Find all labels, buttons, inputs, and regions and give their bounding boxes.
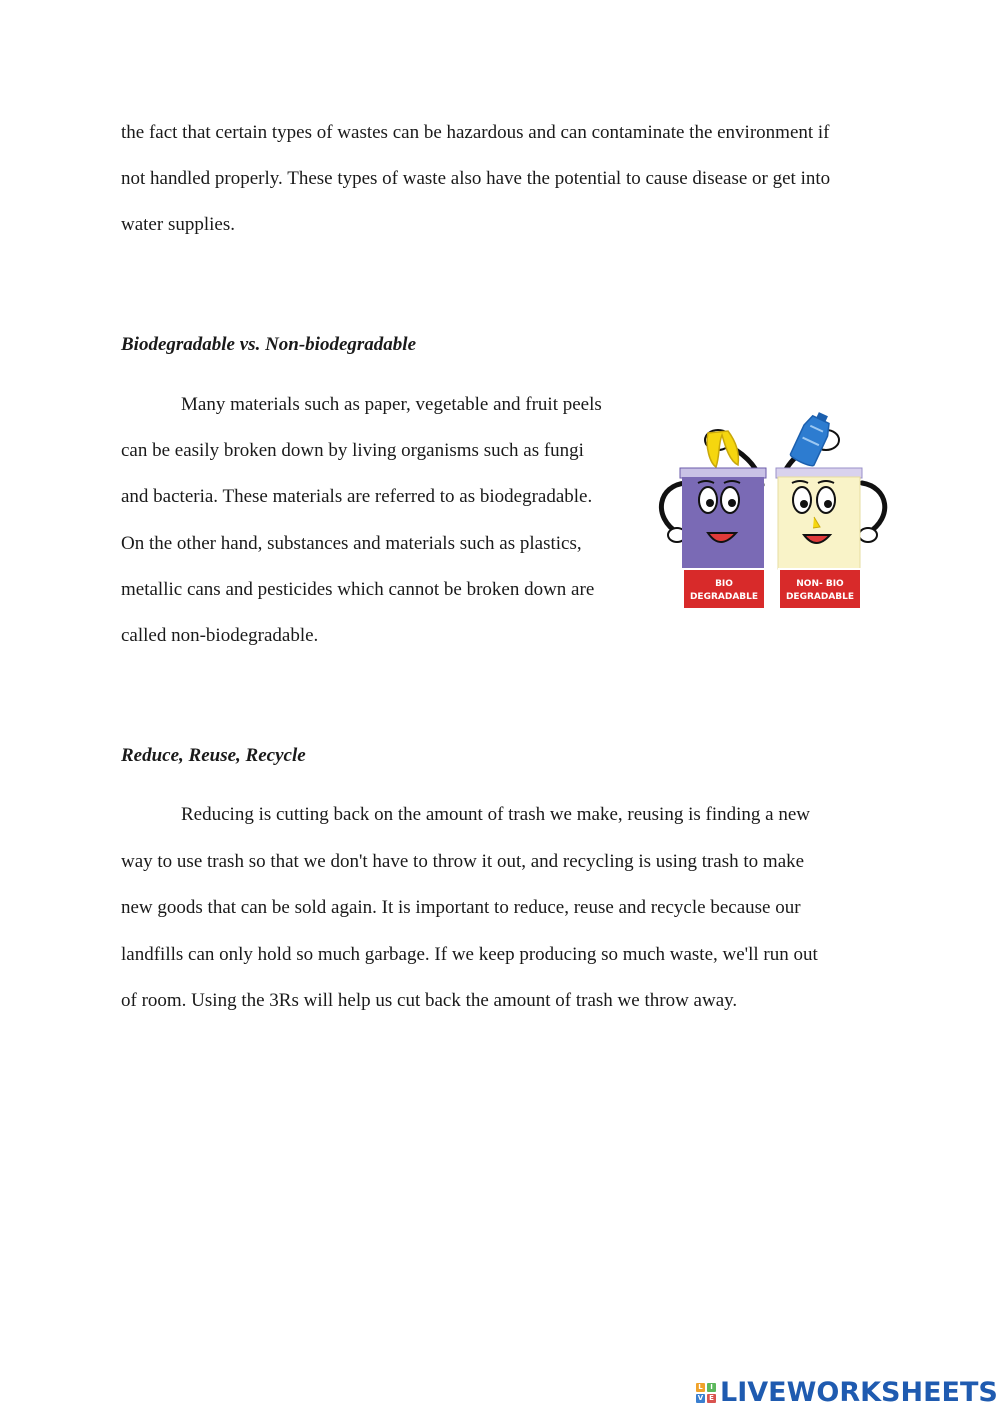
non-bio-bin-right-hand: [859, 528, 877, 542]
bio-line-4: On the other hand, substances and materials such as plastics,: [121, 533, 582, 554]
non-bio-bin-label-line-2: DEGRADABLE: [785, 592, 855, 602]
logo-tile-e: E: [707, 1394, 716, 1403]
rrr-line-3: new goods that can be sold again. It is important to reduce, reuse and recycle because our: [121, 897, 801, 918]
intro-line-2: not handled properly. These types of waste also have the potential to cause disease or get into: [121, 168, 831, 189]
non-bio-bin-label-line-1: NON- BIO: [796, 579, 844, 589]
logo-tiles-icon: [696, 1383, 716, 1403]
non-bio-bin-left-eye: [793, 487, 811, 513]
rrr-line-4: landfills can only hold so much garbage. If we keep producing so much waste, we'll run out: [121, 944, 818, 965]
bio-line-5: metallic cans and pesticides which cannot be broken down are: [121, 579, 595, 600]
logo-text: LIVEWORKSHEETS: [720, 1377, 998, 1408]
intro-line-1: the fact that certain types of wastes can be hazardous and can contaminate the environment if: [121, 122, 830, 143]
bio-nonbio-bins-illustration: [650, 405, 895, 620]
biodegradable-heading: Biodegradable vs. Non-biodegradable: [121, 334, 417, 355]
bio-line-2: can be easily broken down by living organisms such as fungi: [121, 440, 584, 461]
bio-bin-label-line-2: DEGRADABLE: [689, 592, 759, 602]
non-bio-bin-right-arm: [862, 483, 885, 533]
rrr-line-5: of room. Using the 3Rs will help us cut back the amount of trash we throw away.: [121, 990, 738, 1011]
rrr-line-2: way to use trash so that we don't have to throw it out, and recycling is using trash to make: [121, 851, 805, 872]
bio-bin-lid: [680, 468, 766, 478]
logo-tile-v: V: [697, 1394, 704, 1402]
reduce-reuse-recycle-heading: Reduce, Reuse, Recycle: [121, 745, 306, 766]
bio-bin-label-line-1: BIO: [715, 579, 733, 589]
non-bio-bin-label: [779, 569, 861, 609]
bio-line-6: called non-biodegradable.: [121, 625, 319, 646]
bio-bin-label: [683, 569, 765, 609]
logo-tile-l: L: [696, 1383, 705, 1392]
rrr-line-1: Reducing is cutting back on the amount of trash we make, reusing is finding a new: [181, 804, 810, 825]
intro-line-3: water supplies.: [121, 214, 235, 235]
logo-tile-i: I: [707, 1383, 716, 1392]
bio-line-1: Many materials such as paper, vegetable and fruit peels: [181, 394, 602, 415]
liveworksheets-logo[interactable]: [696, 1377, 998, 1409]
non-bio-bin-right-eye: [817, 487, 835, 513]
bio-line-3: and bacteria. These materials are referred to as biodegradable.: [121, 486, 593, 507]
